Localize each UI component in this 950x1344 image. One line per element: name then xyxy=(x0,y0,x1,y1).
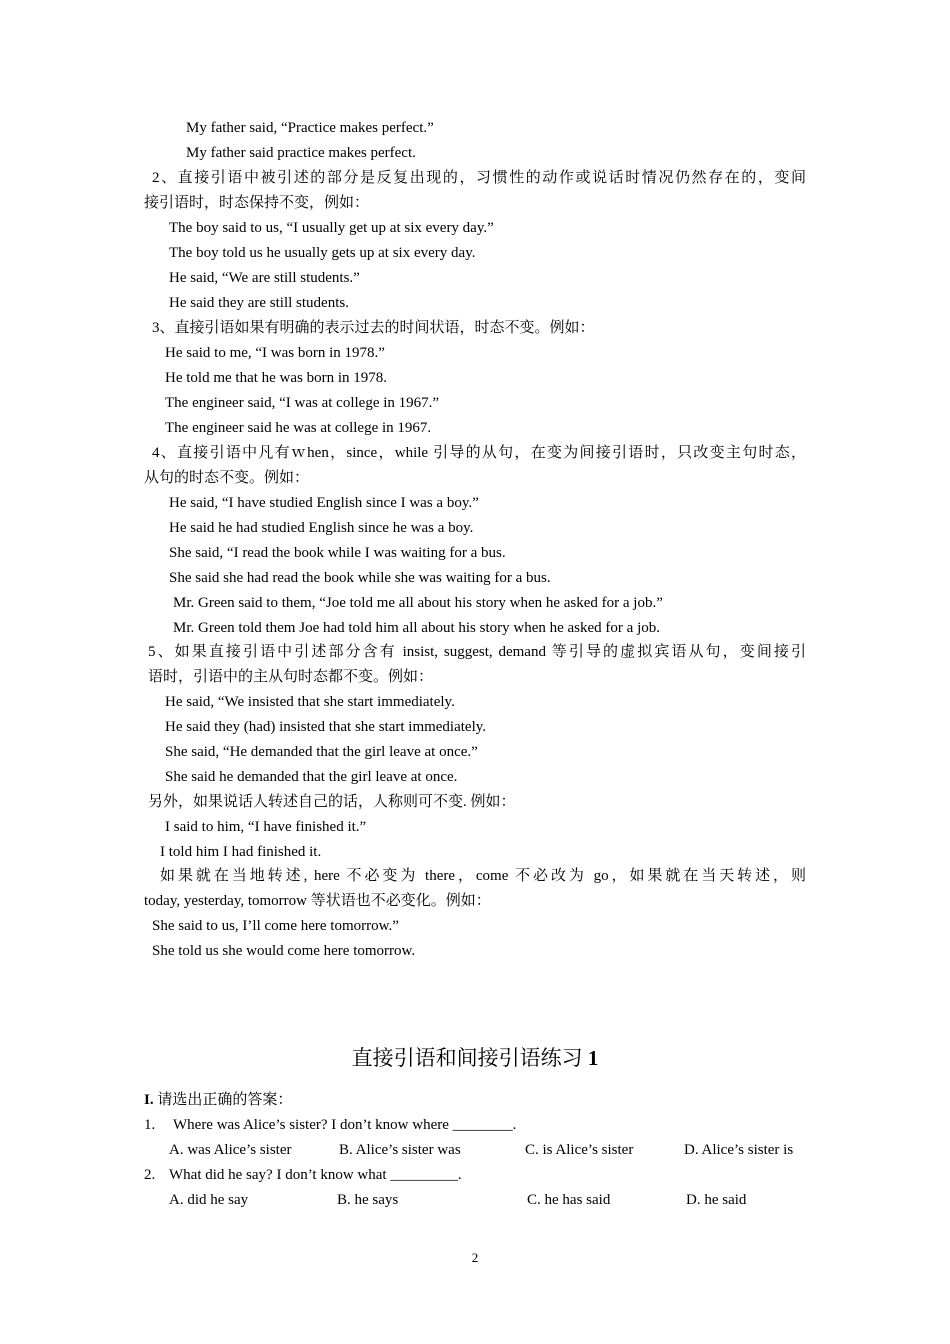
option-b: B. he says xyxy=(337,1192,399,1208)
exercise-title-text: 直接引语和间接引语练习 xyxy=(351,1046,583,1070)
example-line: The engineer said he was at college in 1967. xyxy=(165,420,432,436)
question-text: Where was Alice’s sister? I don’t know where ________. xyxy=(173,1117,517,1133)
example-line: He said to me, “I was born in 1978.” xyxy=(165,345,385,361)
rule-line: 4、直接引语中凡有ｗhen，since，while 引导的从句，在变为间接引语时，只改变主句时态， xyxy=(152,445,806,461)
example-line: He said, “We are still students.” xyxy=(169,270,360,286)
question-number: 1. xyxy=(144,1117,156,1133)
exercise-title xyxy=(0,1045,950,1071)
example-line: The engineer said, “I was at college in 1967.” xyxy=(165,395,440,411)
rule-line: 3、直接引语如果有明确的表示过去的时间状语，时态不变。例如： xyxy=(152,320,595,336)
example-line: The boy said to us, “I usually get up at six every day.” xyxy=(169,220,494,236)
example-line: She said he demanded that the girl leave at once. xyxy=(165,769,458,785)
section-heading xyxy=(144,1090,292,1110)
option-c: C. he has said xyxy=(527,1192,611,1208)
option-a: A. did he say xyxy=(169,1192,249,1208)
option-a: A. was Alice’s sister xyxy=(169,1142,292,1158)
rule-line: 2、直接引语中被引述的部分是反复出现的，习惯性的动作或说话时情况仍然存在的，变间 xyxy=(152,170,806,186)
example-line: He said he had studied English since he was a boy. xyxy=(169,520,474,536)
example-line: He told me that he was born in 1978. xyxy=(165,370,388,386)
section-text: 请选出正确的答案： xyxy=(157,1092,293,1108)
rule-line: 接引语时，时态保持不变，例如： xyxy=(144,195,370,211)
example-line: He said, “We insisted that she start immediately. xyxy=(165,694,455,710)
example-line: He said, “I have studied English since I was a boy.” xyxy=(169,495,479,511)
example-line: My father said practice makes perfect. xyxy=(186,145,416,161)
question-text: What did he say? I don’t know what _________. xyxy=(169,1167,462,1183)
question-number: 2. xyxy=(144,1167,156,1183)
rule-line: 另外，如果说话人转述自己的话，人称则可不变. 例如： xyxy=(148,794,516,810)
option-b: B. Alice’s sister was xyxy=(339,1142,461,1158)
rule-line: 从句的时态不变。例如： xyxy=(144,470,310,486)
exercise-title-number: 1 xyxy=(587,1046,599,1070)
example-line: She said to us, I’ll come here tomorrow.” xyxy=(152,918,399,934)
option-d: D. he said xyxy=(686,1192,747,1208)
rule-line: 如果就在当地转述, here 不必变为 there，come 不必改为 go，如果就在当天转述，则 xyxy=(160,868,806,884)
rule-line: 5、如果直接引语中引述部分含有 insist, suggest, demand 等引导的虚拟宾语从句，变间接引 xyxy=(148,644,806,660)
rule-line: 语时，引语中的主从句时态都不变。例如： xyxy=(148,669,434,685)
rule-line: today, yesterday, tomorrow 等状语也不必变化。例如： xyxy=(144,893,491,909)
section-number: I. xyxy=(144,1092,154,1108)
example-line: He said they (had) insisted that she start immediately. xyxy=(165,719,487,735)
example-line: I said to him, “I have finished it.” xyxy=(165,819,367,835)
example-line: Mr. Green told them Joe had told him all about his story when he asked for a job. xyxy=(173,620,660,636)
option-c: C. is Alice’s sister xyxy=(525,1142,634,1158)
example-line: She said, “I read the book while I was waiting for a bus. xyxy=(169,545,506,561)
page-number: 2 xyxy=(471,1250,479,1265)
example-line: My father said, “Practice makes perfect.” xyxy=(186,120,434,136)
example-line: She said she had read the book while she was waiting for a bus. xyxy=(169,570,551,586)
example-line: He said they are still students. xyxy=(169,295,349,311)
option-d: D. Alice’s sister is xyxy=(684,1142,794,1158)
example-line: She said, “He demanded that the girl leave at once.” xyxy=(165,744,478,760)
example-line: She told us she would come here tomorrow. xyxy=(152,943,416,959)
example-line: Mr. Green said to them, “Joe told me all about his story when he asked for a job.” xyxy=(173,595,663,611)
example-line: The boy told us he usually gets up at six every day. xyxy=(169,245,476,261)
example-line: I told him I had finished it. xyxy=(160,844,322,860)
